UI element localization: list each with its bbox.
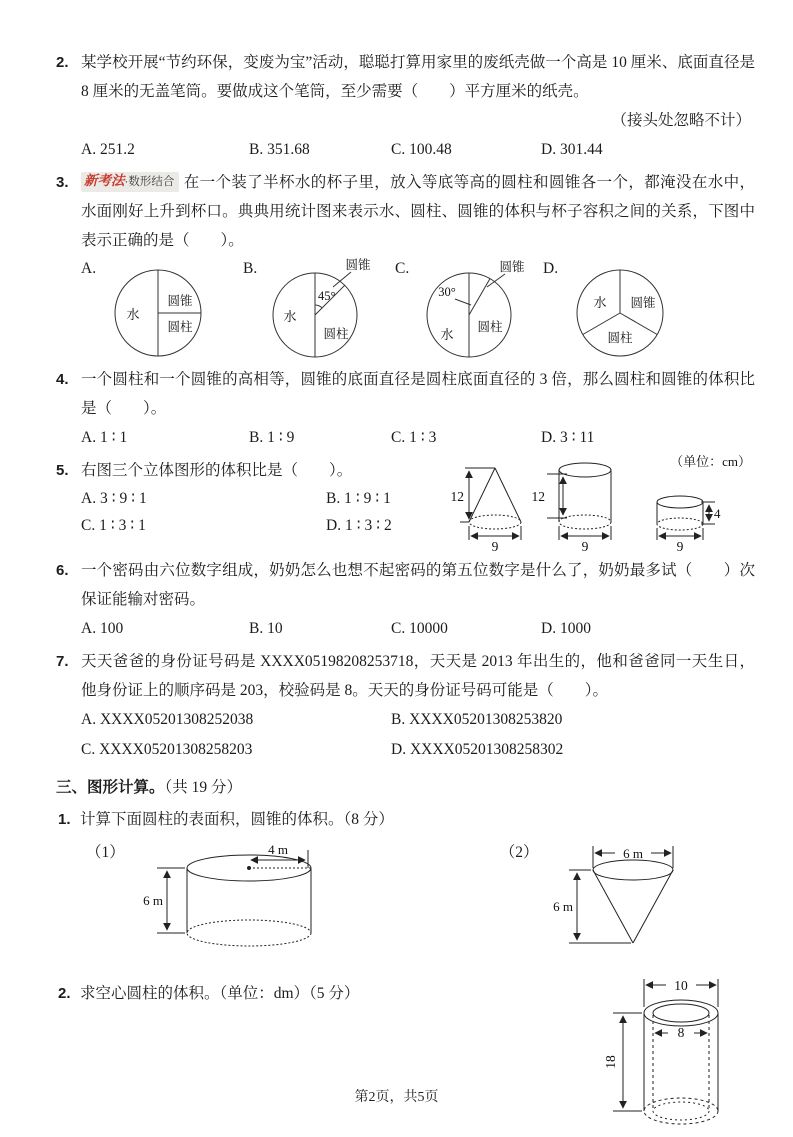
question-5-figure bbox=[433, 452, 755, 552]
question-2 bbox=[56, 48, 755, 164]
question-6-number: 6. bbox=[56, 562, 69, 579]
question-5-number: 5. bbox=[56, 462, 69, 479]
q5-cone-drawing bbox=[460, 468, 521, 540]
question-7-text: 天天爸爸的身份证号码是 XXXX05198208253718，天天是 2013 年出生的，他和爸爸同一天生日，他身份证上的顺序码是 203，校验码是 8。天天的身份证号码可能是（ ）。 bbox=[81, 653, 755, 699]
q5-cylinder-height-label: 12 bbox=[531, 489, 545, 504]
pie-b-water-label: 水 bbox=[283, 309, 297, 324]
question-7-option-c: C. XXXX05201308258203 bbox=[81, 741, 253, 758]
section-3-question-1 bbox=[56, 805, 755, 834]
q5-small-height-label: 4 bbox=[714, 506, 721, 521]
q5-cylinder-diameter-label: 9 bbox=[581, 539, 589, 552]
cone-drawing bbox=[569, 846, 673, 943]
s3-q1-figures bbox=[56, 838, 755, 953]
question-6-option-c: C. 10000 bbox=[391, 620, 448, 637]
question-5-option-c: C. 1 ∶ 3 ∶ 1 bbox=[81, 517, 146, 534]
question-7-option-b: B. XXXX05201308253820 bbox=[391, 711, 563, 728]
question-4-option-d: D. 3 ∶ 11 bbox=[541, 429, 595, 446]
question-2-text: 某学校开展“节约环保，变废为宝”活动，聪聪打算用家里的废纸壳做一个高是 10 厘米、底面直径是 8 厘米的无盖笔筒。要做成这个笔筒，至少需要（ ）平方厘米的纸壳。 bbox=[81, 54, 755, 100]
section-3-title bbox=[56, 773, 755, 803]
question-2-option-c: C. 100.48 bbox=[391, 141, 452, 158]
question-2-option-d: D. 301.44 bbox=[541, 141, 603, 158]
s3-q2-figure bbox=[601, 971, 761, 1133]
pie-option-a bbox=[81, 257, 243, 361]
question-5-text: 右图三个立体图形的体积比是（ ）。 bbox=[81, 462, 353, 479]
question-5-left bbox=[56, 456, 433, 539]
question-7-option-d: D. XXXX05201308258302 bbox=[391, 741, 564, 758]
question-4-options bbox=[56, 423, 755, 452]
question-4-number: 4. bbox=[56, 371, 69, 388]
hollow-outer-diameter-label: 10 bbox=[674, 978, 688, 993]
pie-a-letter: A. bbox=[81, 260, 97, 277]
hollow-cylinder-figure bbox=[601, 971, 761, 1133]
pie-a-water-label: 水 bbox=[126, 307, 140, 322]
question-5-option-b: B. 1 ∶ 9 ∶ 1 bbox=[326, 490, 391, 507]
question-2-options bbox=[56, 135, 755, 164]
pie-c-chart bbox=[409, 257, 537, 361]
s3-q1-figure-2-label: （2） bbox=[499, 844, 539, 861]
question-4-option-b: B. 1 ∶ 9 bbox=[249, 429, 295, 446]
q5-cone-diameter-label: 9 bbox=[491, 539, 499, 552]
question-6-text: 一个密码由六位数字组成，奶奶怎么也想不起密码的第五位数字是什么了，奶奶最多试（ ）次保证能输对密码。 bbox=[81, 562, 755, 608]
question-3-pie-charts bbox=[56, 257, 755, 361]
question-5-options bbox=[56, 485, 433, 539]
question-6-options bbox=[56, 614, 755, 643]
badge-highlight: 新考法 bbox=[84, 173, 125, 188]
question-5 bbox=[56, 456, 755, 552]
hollow-height-label: 18 bbox=[603, 1055, 618, 1069]
pie-b-cone-label: 圆锥 bbox=[345, 258, 371, 272]
question-3-text-body: 在一个装了半杯水的杯子里，放入等底等高的圆柱和圆锥各一个，都淹没在水中，水面刚好上升到杯口。典典用统计图来表示水、圆柱、圆锥的体积与杯子容积之间的关系，下图中表示正确的是（ ）。 bbox=[81, 174, 755, 249]
s3-q1-figure-1-label: （1） bbox=[86, 844, 125, 861]
pie-d-chart bbox=[558, 257, 678, 361]
cylinder-height-label: 6 m bbox=[142, 893, 163, 908]
question-6-option-a: A. 100 bbox=[81, 620, 124, 637]
cylinder-radius-label: 4 m bbox=[267, 842, 288, 857]
question-6-option-b: B. 10 bbox=[249, 620, 283, 637]
question-6-option-d: D. 1000 bbox=[541, 620, 591, 637]
pie-d-water-label: 水 bbox=[593, 295, 607, 310]
question-6 bbox=[56, 556, 755, 643]
badge-tag: ·数形结合 bbox=[124, 176, 175, 188]
s3-q2-number: 2. bbox=[58, 985, 71, 1002]
s3-q1-figure-1 bbox=[86, 838, 362, 953]
q5-small-cylinder-drawing bbox=[657, 496, 715, 540]
pie-b-chart bbox=[257, 257, 385, 361]
s3-q1-figure-2 bbox=[500, 838, 716, 953]
section-3-score: （共 19 分） bbox=[164, 779, 243, 796]
cone-diameter-label: 6 m bbox=[622, 846, 643, 861]
question-4-option-c: C. 1 ∶ 3 bbox=[391, 429, 437, 446]
q5-small-diameter-label: 9 bbox=[676, 539, 684, 552]
question-2-note: （接头处忽略不计） bbox=[611, 112, 751, 129]
cone-figure bbox=[541, 838, 716, 953]
pie-a-cone-label: 圆锥 bbox=[167, 294, 193, 308]
pie-a-cylinder-label: 圆柱 bbox=[167, 320, 193, 334]
q5-unit-label: （单位：cm） bbox=[670, 454, 751, 469]
question-2-option-a: A. 251.2 bbox=[81, 141, 135, 158]
cone-height-label: 6 m bbox=[552, 899, 573, 914]
pie-c-cylinder-label: 圆柱 bbox=[477, 320, 503, 334]
solids-figure bbox=[433, 452, 755, 552]
page-footer: 第2页，共5页 bbox=[354, 1090, 439, 1105]
pie-option-b bbox=[243, 257, 395, 361]
s3-q1-number: 1. bbox=[58, 811, 71, 828]
section-3-heading: 三、图形计算。 bbox=[56, 779, 165, 796]
pie-option-d bbox=[543, 257, 678, 361]
pie-c-water-label: 水 bbox=[440, 327, 454, 342]
pie-b-letter: B. bbox=[243, 260, 258, 277]
question-4-option-a: A. 1 ∶ 1 bbox=[81, 429, 128, 446]
pie-d-cone-label: 圆锥 bbox=[630, 296, 656, 310]
question-4-text: 一个圆柱和一个圆锥的高相等，圆锥的底面直径是圆柱底面直径的 3 倍，那么圆柱和圆锥的体积比是（ ）。 bbox=[81, 371, 755, 417]
cylinder-figure bbox=[127, 838, 362, 953]
question-4 bbox=[56, 365, 755, 452]
pie-c-angle-label: 30° bbox=[438, 285, 456, 299]
q5-cone-height-label: 12 bbox=[450, 489, 464, 504]
section-3-question-2 bbox=[56, 979, 755, 1137]
question-7-option-a: A. XXXX05201308252038 bbox=[81, 711, 254, 728]
s3-q2-text: 求空心圆柱的体积。（单位：dm）（5 分） bbox=[80, 985, 360, 1002]
question-3-text bbox=[81, 168, 755, 255]
question-5-option-a: A. 3 ∶ 9 ∶ 1 bbox=[81, 490, 147, 507]
pie-option-c bbox=[395, 257, 543, 361]
question-2-number: 2. bbox=[56, 54, 69, 71]
question-7-options bbox=[56, 705, 755, 765]
question-3-number: 3. bbox=[56, 174, 69, 191]
question-7-number: 7. bbox=[56, 653, 69, 670]
question-5-option-d: D. 1 ∶ 3 ∶ 2 bbox=[326, 517, 392, 534]
new-method-badge bbox=[81, 172, 179, 192]
pie-d-letter: D. bbox=[543, 260, 559, 277]
pie-c-cone-label: 圆锥 bbox=[499, 260, 525, 274]
hollow-inner-diameter-label: 8 bbox=[677, 1025, 685, 1040]
pie-c-letter: C. bbox=[395, 260, 410, 277]
cylinder-drawing bbox=[157, 850, 311, 946]
question-2-option-b: B. 351.68 bbox=[249, 141, 310, 158]
q5-cylinder-drawing bbox=[547, 463, 611, 540]
pie-b-cylinder-label: 圆柱 bbox=[323, 327, 349, 341]
pie-a-chart bbox=[96, 257, 216, 361]
question-7 bbox=[56, 647, 755, 765]
pie-b-angle-label: 45° bbox=[318, 289, 336, 303]
s3-q1-text: 计算下面圆柱的表面积，圆锥的体积。（8 分） bbox=[80, 811, 394, 828]
question-3 bbox=[56, 168, 755, 361]
pie-d-cylinder-label: 圆柱 bbox=[607, 331, 633, 345]
